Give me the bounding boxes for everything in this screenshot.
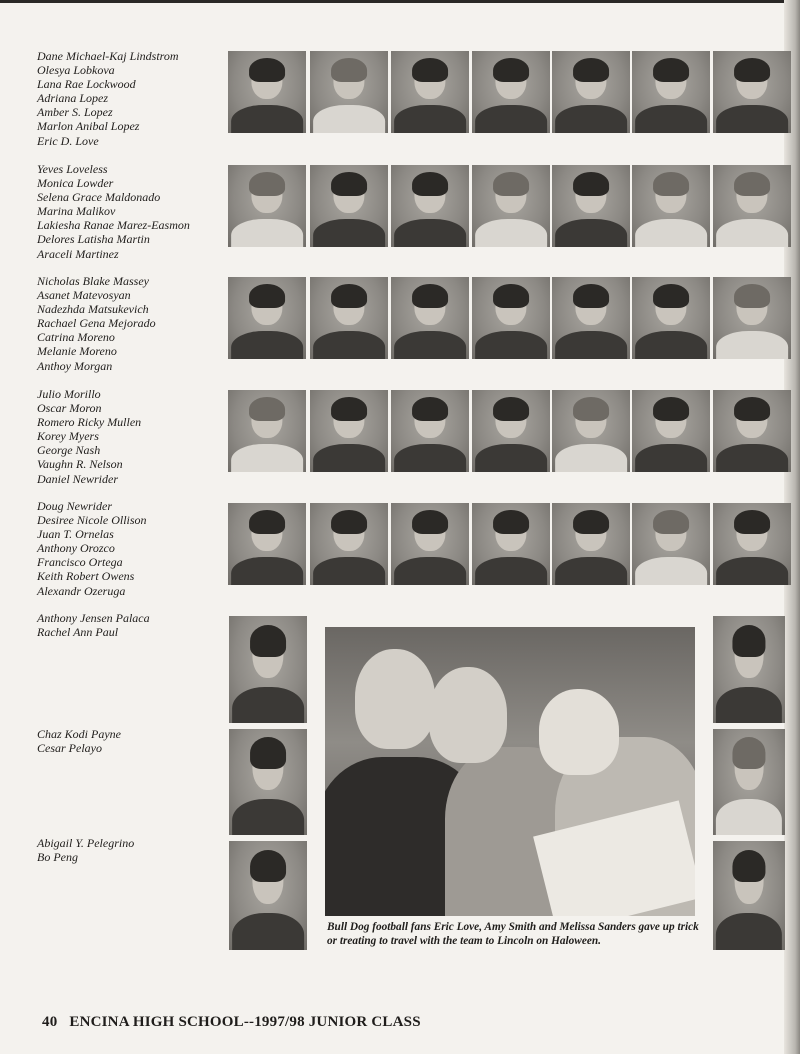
name-list-6 — [37, 611, 150, 639]
student-name: Adriana Lopez — [37, 91, 109, 106]
student-portrait — [632, 277, 710, 359]
student-name: Marina Malikov — [37, 204, 116, 219]
student-portrait — [632, 165, 710, 247]
student-name: Eric D. Love — [37, 133, 99, 148]
student-name: Delores Latisha Martin — [37, 232, 150, 247]
footer-title: ENCINA HIGH SCHOOL--1997/98 JUNIOR CLASS — [69, 1014, 421, 1030]
student-portrait — [632, 390, 710, 472]
student-name: Vaughn R. Nelson — [37, 457, 123, 472]
student-portrait — [713, 165, 791, 247]
student-portrait — [228, 277, 306, 359]
student-portrait — [229, 616, 307, 723]
student-name: Nicholas Blake Massey — [37, 274, 149, 288]
student-name: Amber S. Lopez — [37, 105, 113, 120]
student-portrait — [552, 51, 630, 133]
student-name: Anthony Orozco — [37, 541, 115, 556]
student-name: Romero Ricky Mullen — [37, 415, 142, 430]
student-name: Monica Lowder — [37, 176, 114, 191]
student-portrait — [310, 390, 388, 472]
student-name: Daniel Newrider — [37, 471, 118, 486]
student-name: Keith Robert Owens — [37, 569, 135, 584]
name-list-3 — [37, 274, 156, 373]
student-portrait — [310, 165, 388, 247]
name-list-1 — [37, 49, 179, 148]
student-portrait — [472, 165, 550, 247]
student-name: Olesya Lobkova — [37, 63, 115, 78]
student-name: Anthoy Morgan — [37, 358, 113, 373]
student-name: Bo Peng — [37, 850, 78, 865]
student-portrait — [310, 503, 388, 585]
person-face — [355, 649, 435, 749]
student-portrait — [552, 503, 630, 585]
student-name: Nadezhda Matsukevich — [37, 302, 149, 317]
student-name: Anthony Jensen Palaca — [37, 611, 150, 625]
student-portrait — [228, 503, 306, 585]
name-list-2 — [37, 162, 190, 261]
student-name: Lana Rae Lockwood — [37, 77, 136, 92]
student-name: Alexandr Ozeruga — [37, 583, 126, 598]
student-portrait — [713, 503, 791, 585]
student-portrait — [310, 277, 388, 359]
student-name: Oscar Moron — [37, 401, 102, 416]
student-portrait — [552, 390, 630, 472]
student-portrait — [713, 390, 791, 472]
name-list-5 — [37, 499, 147, 598]
student-name: Rachael Gena Mejorado — [37, 316, 156, 331]
student-name: Korey Myers — [37, 429, 99, 444]
student-portrait — [552, 277, 630, 359]
student-portrait — [632, 503, 710, 585]
student-name: Marlon Anibal Lopez — [37, 119, 140, 134]
student-portrait — [713, 277, 791, 359]
student-portrait — [229, 841, 307, 950]
name-list-4 — [37, 387, 141, 486]
student-name: Doug Newrider — [37, 499, 112, 513]
student-name: Lakiesha Ranae Marez-Easmon — [37, 218, 190, 233]
student-name: Abigail Y. Pelegrino — [37, 836, 135, 850]
student-name: George Nash — [37, 443, 101, 458]
student-name: Juan T. Ornelas — [37, 527, 114, 542]
student-portrait — [472, 390, 550, 472]
student-portrait — [391, 390, 469, 472]
student-portrait — [228, 51, 306, 133]
photo-caption: Bull Dog football fans Eric Love, Amy Smith and Melissa Sanders gave up trick or treating to travel with the team to Lincoln on Haloween. — [327, 921, 699, 947]
student-portrait — [228, 390, 306, 472]
student-name: Cesar Pelayo — [37, 741, 102, 756]
student-portrait — [713, 616, 785, 723]
student-name: Yeves Loveless — [37, 162, 108, 176]
student-name: Julio Morillo — [37, 387, 101, 401]
student-name: Catrina Moreno — [37, 330, 115, 345]
student-portrait — [229, 729, 307, 835]
student-portrait — [472, 277, 550, 359]
page-footer — [42, 1014, 421, 1031]
student-portrait — [391, 503, 469, 585]
page-number: 40 — [42, 1014, 58, 1030]
student-portrait — [472, 503, 550, 585]
person-face — [539, 689, 619, 775]
student-name: Chaz Kodi Payne — [37, 727, 121, 741]
student-portrait — [632, 51, 710, 133]
student-portrait — [713, 729, 785, 835]
student-portrait — [391, 51, 469, 133]
student-portrait — [310, 51, 388, 133]
top-rule — [0, 0, 800, 3]
student-portrait — [391, 277, 469, 359]
student-name: Asanet Matevosyan — [37, 288, 131, 303]
student-name: Francisco Ortega — [37, 555, 123, 570]
student-name: Dane Michael-Kaj Lindstrom — [37, 49, 179, 63]
student-portrait — [472, 51, 550, 133]
group-photo — [325, 627, 695, 916]
student-name: Araceli Martinez — [37, 246, 119, 261]
student-portrait — [228, 165, 306, 247]
name-list-7 — [37, 727, 121, 755]
student-portrait — [713, 51, 791, 133]
student-name: Desiree Nicole Ollison — [37, 513, 147, 528]
person-face — [429, 667, 507, 763]
student-portrait — [552, 165, 630, 247]
student-name: Melanie Moreno — [37, 344, 117, 359]
name-list-8 — [37, 836, 134, 864]
student-portrait — [713, 841, 785, 950]
student-name: Rachel Ann Paul — [37, 625, 119, 640]
student-name: Selena Grace Maldonado — [37, 190, 161, 205]
student-portrait — [391, 165, 469, 247]
